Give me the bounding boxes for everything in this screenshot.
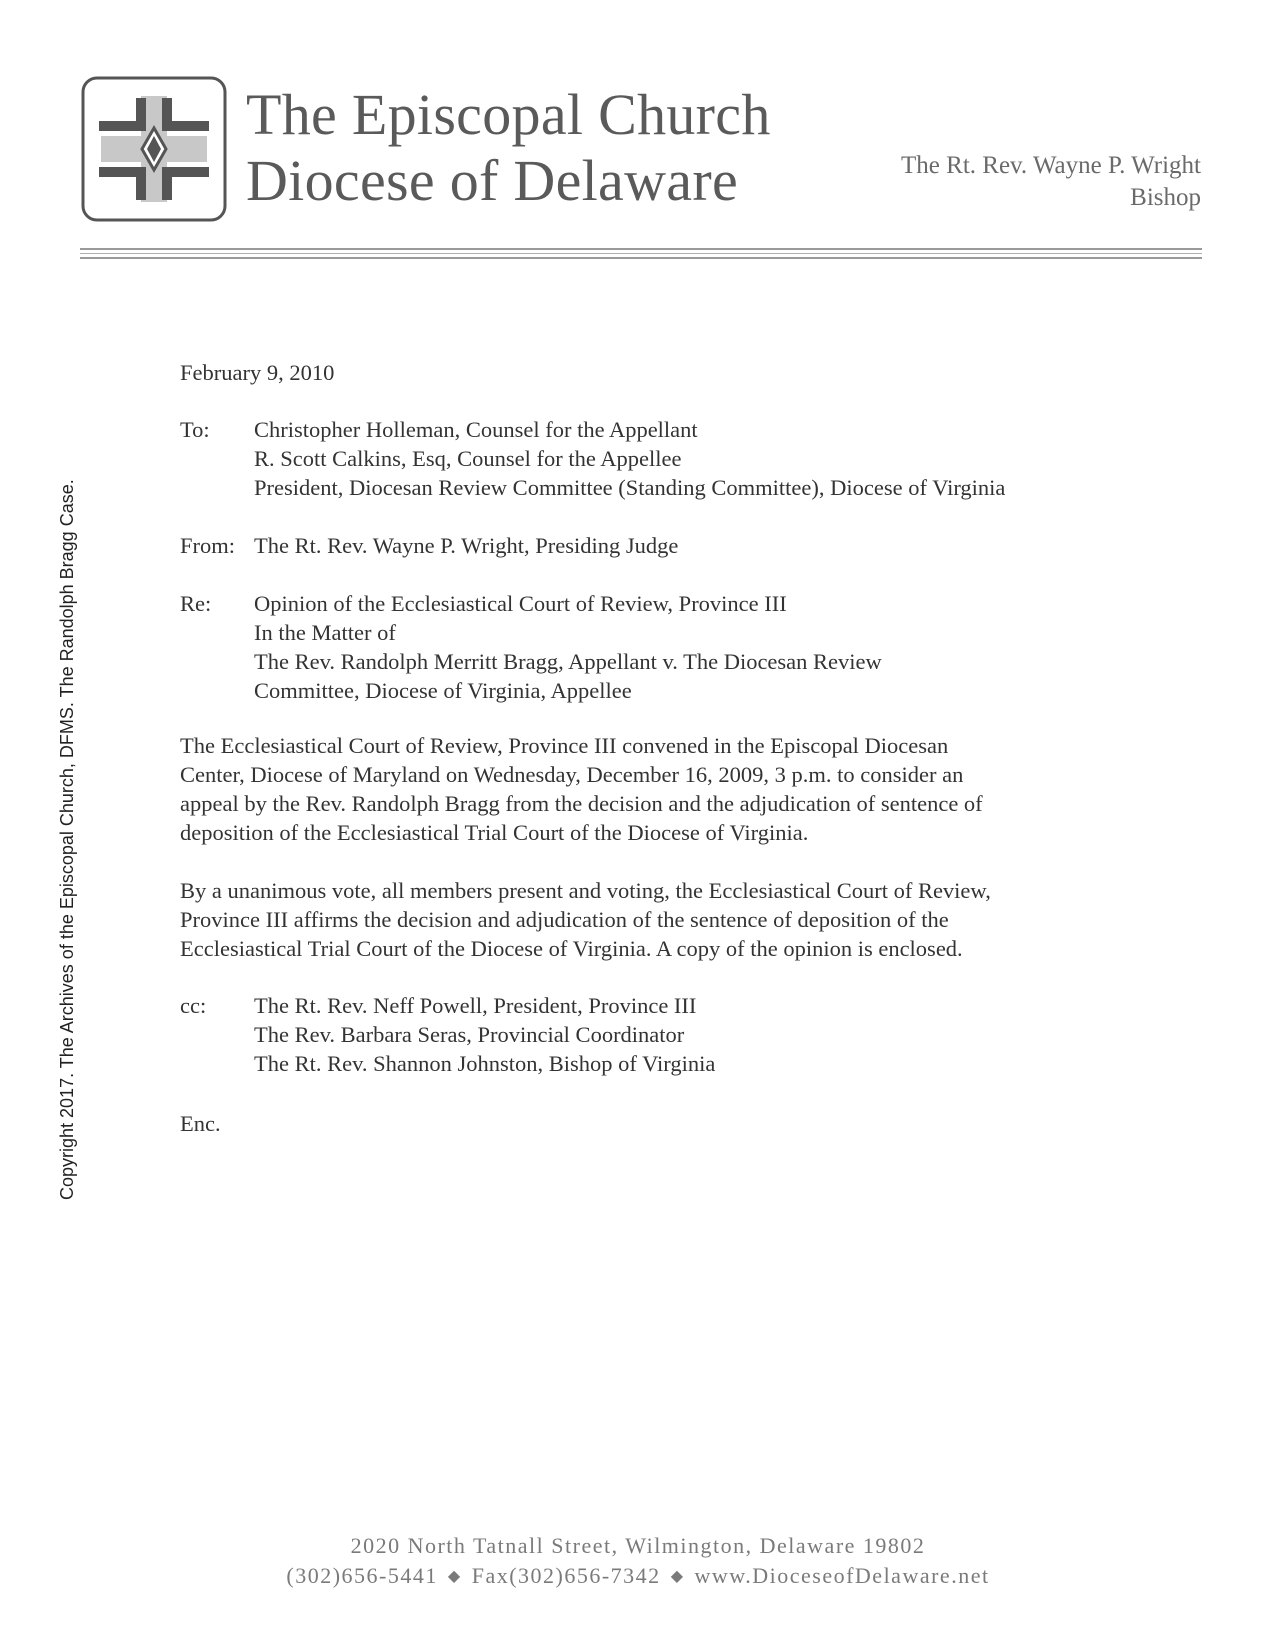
paragraph-line: appeal by the Rev. Randolph Bragg from the decision and the adjudication of sentence of [180,791,983,816]
header-divider [80,248,1202,250]
body-paragraph-2 [180,876,1100,963]
bishop-name: The Rt. Rev. Wayne P. Wright [901,152,1201,179]
archive-copyright-note: Copyright 2017. The Archives of the Episcopal Church, DFMS. The Randolph Bragg Case. [57,479,77,1200]
subject-line: The Rev. Randolph Merritt Bragg, Appellant v. The Diocesan Review [254,649,882,674]
to-recipients [254,415,1005,502]
subject-line: Committee, Diocese of Virginia, Appellee [254,678,632,703]
cc-line: The Rev. Barbara Seras, Provincial Coordinator [254,1022,685,1047]
from-label: From: [180,533,236,558]
to-label: To: [180,417,210,442]
footer-contact [0,1563,1276,1589]
footer-fax: Fax(302)656-7342 [471,1563,661,1588]
paragraph-line: Province III affirms the decision and adjudication of the sentence of deposition of the [180,907,949,932]
org-name-line1: The Episcopal Church [246,82,771,147]
paragraph-line: The Ecclesiastical Court of Review, Province III convened in the Episcopal Diocesan [180,733,949,758]
header-divider [80,253,1202,254]
org-name-line2: Diocese of Delaware [246,148,738,213]
bishop-block [901,150,1201,214]
diamond-bullet-icon: ◆ [447,1568,462,1585]
cc-line: The Rt. Rev. Shannon Johnston, Bishop of Virginia [254,1051,716,1076]
enclosure-note: Enc. [180,1111,221,1136]
recipient-line: Christopher Holleman, Counsel for the Appellant [254,417,698,442]
paragraph-line: By a unanimous vote, all members present and voting, the Ecclesiastical Court of Review, [180,878,991,903]
body-paragraph-1 [180,731,1100,847]
recipient-line: R. Scott Calkins, Esq, Counsel for the Appellee [254,446,682,471]
header-divider [80,257,1202,259]
footer-phone: (302)656-5441 [286,1563,438,1588]
cc-recipients [254,991,715,1078]
recipient-line: President, Diocesan Review Committee (Standing Committee), Diocese of Virginia [254,475,1006,500]
paragraph-line: deposition of the Ecclesiastical Trial Court of the Diocese of Virginia. [180,820,809,845]
subject-line: In the Matter of [254,620,396,645]
subject-lines [254,589,882,705]
diamond-bullet-icon: ◆ [670,1568,685,1585]
subject-line: Opinion of the Ecclesiastical Court of Review, Province III [254,591,787,616]
re-label: Re: [180,591,212,616]
cc-line: The Rt. Rev. Neff Powell, President, Province III [254,993,697,1018]
diocese-cross-logo-icon [81,76,227,222]
from-sender: The Rt. Rev. Wayne P. Wright, Presiding Judge [254,533,679,558]
letter-date: February 9, 2010 [180,360,335,385]
footer-website: www.DioceseofDelaware.net [694,1563,990,1588]
paragraph-line: Center, Diocese of Maryland on Wednesday, December 16, 2009, 3 p.m. to consider an [180,762,964,787]
organization-name [246,82,771,214]
cc-label: cc: [180,993,207,1018]
bishop-title: Bishop [1130,184,1201,211]
footer-address: 2020 North Tatnall Street, Wilmington, Delaware 19802 [350,1533,926,1558]
paragraph-line: Ecclesiastical Trial Court of the Diocese of Virginia. A copy of the opinion is enclosed. [180,936,963,961]
